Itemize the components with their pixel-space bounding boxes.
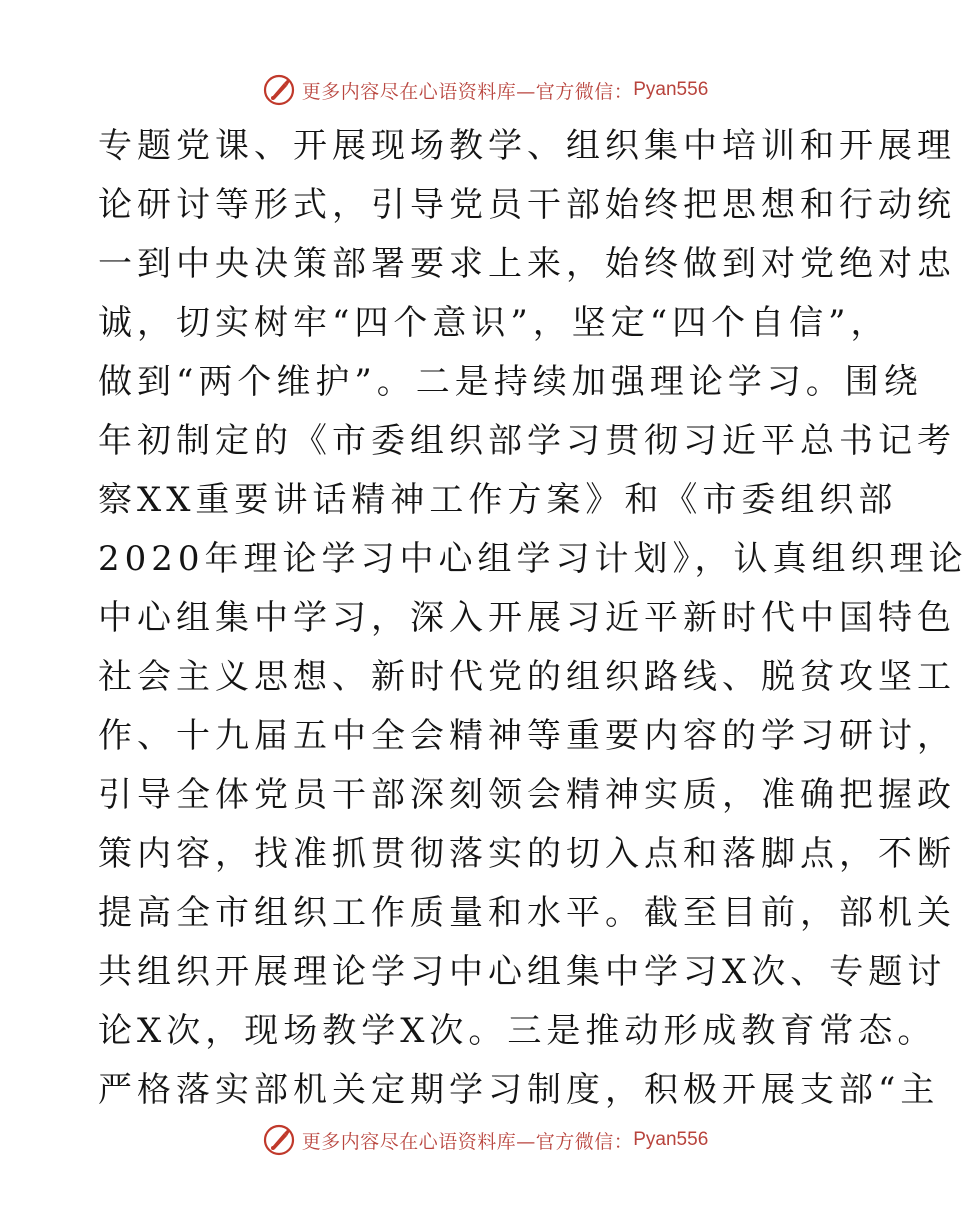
text-line: 论X次，现场教学X次。三是推动形成教育常态。 — [98, 1011, 937, 1051]
text-line: 共组织开展理论学习中心组集中学习X次、专题讨 — [98, 952, 947, 992]
text-line: 中心组集中学习，深入开展习近平新时代中国特色 — [98, 598, 956, 638]
banner-text: 更多内容尽在心语资料库—官方微信： — [301, 80, 634, 103]
text-line: 做到“两个维护”。二是持续加强理论学习。围绕 — [98, 362, 923, 402]
text-line: 一到中央决策部署要求上来，始终做到对党绝对忠 — [98, 244, 956, 284]
text-line: 提高全市组织工作质量和水平。截至目前，部机关 — [98, 893, 956, 933]
text-line: 严格落实部机关定期学习制度，积极开展支部“主 — [98, 1070, 940, 1110]
text-line: 社会主义思想、新时代党的组织路线、脱贫攻坚工 — [98, 657, 956, 697]
wechat-id: Pyan556 — [633, 1129, 709, 1150]
banner-text: 更多内容尽在心语资料库—官方微信： — [301, 1130, 634, 1153]
wechat-id: Pyan556 — [633, 79, 709, 100]
text-line: 年初制定的《市委组织部学习贯彻习近平总书记考 — [98, 421, 956, 461]
document-body — [98, 117, 968, 1120]
quill-pen-logo-icon — [262, 73, 296, 107]
text-line: 察XX重要讲话精神工作方案》和《市委组织部 — [98, 480, 898, 520]
text-line: 论研讨等形式，引导党员干部始终把思想和行动统 — [98, 185, 956, 225]
quill-pen-logo-icon — [262, 1123, 296, 1157]
text-line: 专题党课、开展现场教学、组织集中培训和开展理 — [98, 126, 956, 166]
text-line: 策内容，找准抓贯彻落实的切入点和落脚点，不断 — [98, 834, 956, 874]
header-banner — [0, 70, 950, 110]
text-line: 诚，切实树牢“四个意识”，坚定“四个自信”， — [98, 303, 890, 343]
footer-banner — [0, 1120, 950, 1160]
text-line: 2020年理论学习中心组学习计划》，认真组织理论 — [98, 539, 968, 579]
text-line: 引导全体党员干部深刻领会精神实质，准确把握政 — [98, 775, 956, 815]
text-line: 作、十九届五中全会精神等重要内容的学习研讨， — [98, 716, 956, 756]
